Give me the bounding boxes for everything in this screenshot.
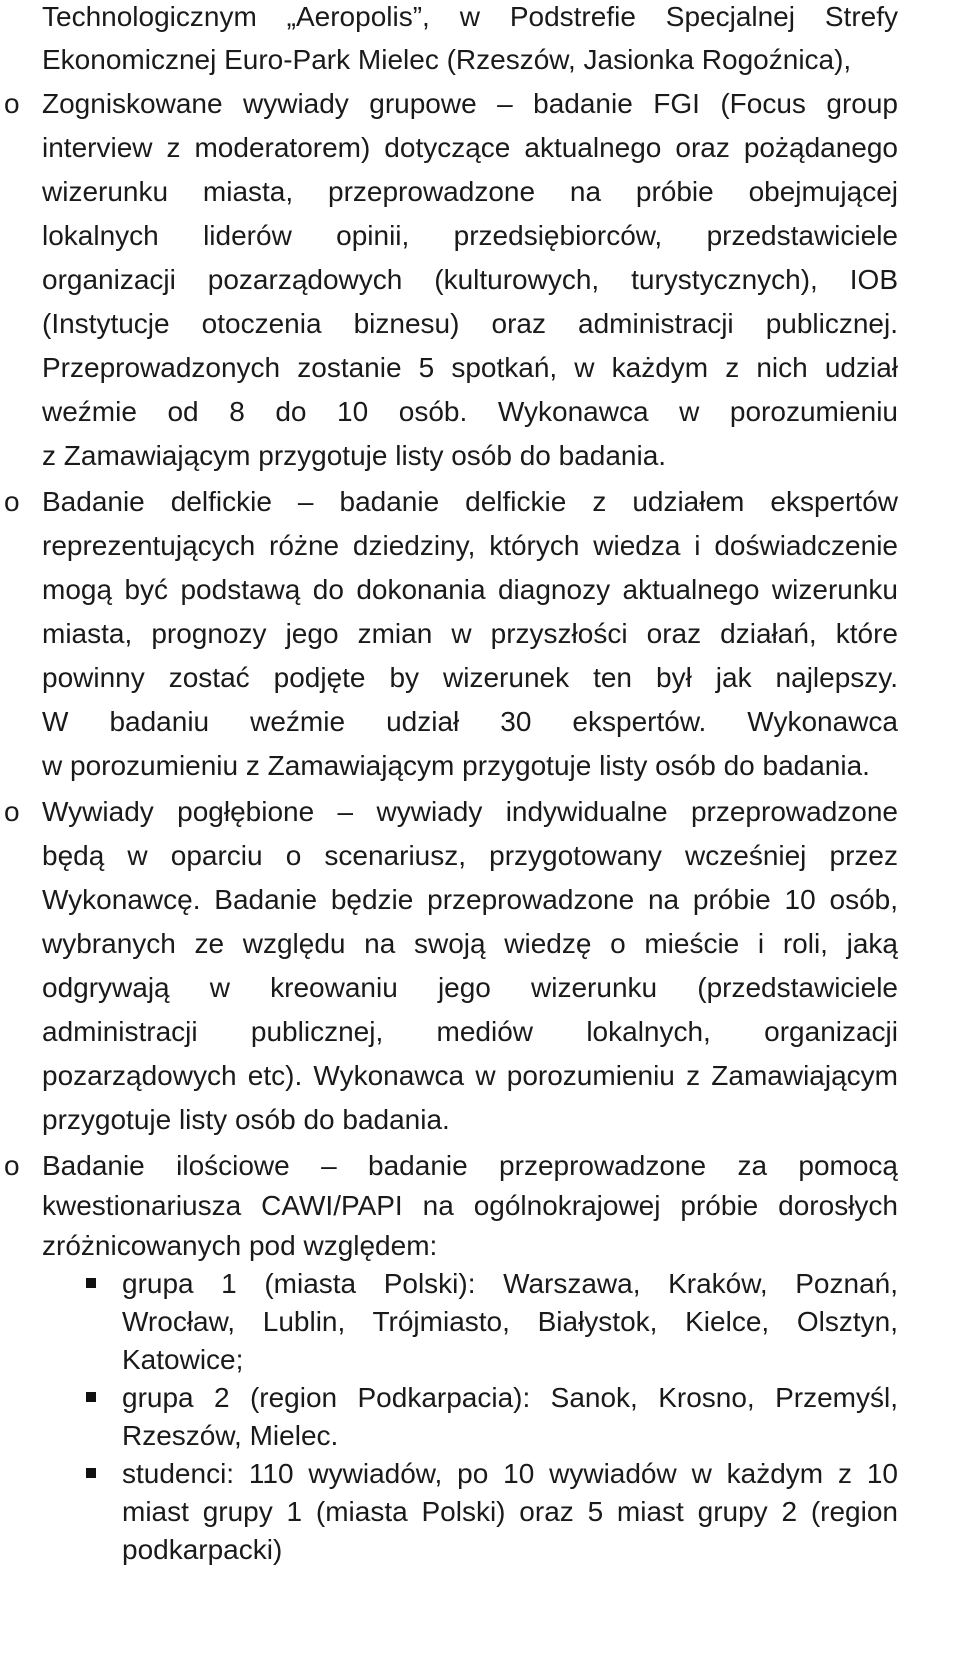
text-line: kwestionariusza CAWI/PAPI na ogólnokrajowej próbie dorosłych xyxy=(42,1190,898,1221)
text-line: wizerunku miasta, przeprowadzone na próbie obejmującej xyxy=(42,176,898,207)
text-line: Badanie ilościowe – badanie przeprowadzone za pomocą xyxy=(42,1150,898,1181)
text-line: miast grupy 1 (miasta Polski) oraz 5 miast grupy 2 (region xyxy=(122,1496,898,1527)
text-line: grupa 2 (region Podkarpacia): Sanok, Krosno, Przemyśl, xyxy=(122,1382,898,1413)
text-line: organizacji pozarządowych (kulturowych, turystycznych), IOB xyxy=(42,264,898,295)
list-bullet: o xyxy=(4,1150,20,1181)
text-line: Ekonomicznej Euro-Park Mielec (Rzeszów, Jasionka Rogoźnica), xyxy=(42,44,852,75)
square-bullet-icon xyxy=(86,1468,96,1478)
text-line: będą w oparciu o scenariusz, przygotowany wcześniej przez xyxy=(42,840,898,871)
text-line: przygotuje listy osób do badania. xyxy=(42,1104,450,1135)
text-line: (Instytucje otoczenia biznesu) oraz administracji publicznej. xyxy=(42,308,898,339)
text-line: odgrywają w kreowaniu jego wizerunku (przedstawiciele xyxy=(42,972,898,1003)
text-line: z Zamawiającym przygotuje listy osób do badania. xyxy=(42,440,667,471)
text-line: studenci: 110 wywiadów, po 10 wywiadów w każdym z 10 xyxy=(122,1458,898,1489)
text-line: Wrocław, Lublin, Trójmiasto, Białystok, Kielce, Olsztyn, xyxy=(122,1306,898,1337)
list-bullet: o xyxy=(4,88,20,119)
text-line: Wywiady pogłębione – wywiady indywidualne przeprowadzone xyxy=(42,796,898,827)
text-line: W badaniu weźmie udział 30 ekspertów. Wykonawca xyxy=(42,706,898,737)
text-line: wybranych ze względu na swoją wiedzę o mieście i roli, jaką xyxy=(42,928,898,959)
text-line: Rzeszów, Mielec. xyxy=(122,1420,339,1451)
text-line: Badanie delfickie – badanie delfickie z udziałem ekspertów xyxy=(42,486,898,517)
text-line: interview z moderatorem) dotyczące aktualnego oraz pożądanego xyxy=(42,132,898,163)
square-bullet-icon xyxy=(86,1278,96,1288)
text-line: pozarządowych etc). Wykonawca w porozumieniu z Zamawiającym xyxy=(42,1060,898,1091)
text-line: administracji publicznej, mediów lokalnych, organizacji xyxy=(42,1016,898,1047)
square-bullet-icon xyxy=(86,1392,96,1402)
text-line: powinny zostać podjęte by wizerunek ten był jak najlepszy. xyxy=(42,662,898,693)
list-bullet: o xyxy=(4,796,20,827)
text-line: lokalnych liderów opinii, przedsiębiorców, przedstawiciele xyxy=(42,220,898,251)
text-line: mogą być podstawą do dokonania diagnozy aktualnego wizerunku xyxy=(42,574,898,605)
text-line: Technologicznym „Aeropolis”, w Podstrefie Specjalnej Strefy xyxy=(42,1,898,32)
text-line: podkarpacki) xyxy=(122,1534,283,1565)
text-line: grupa 1 (miasta Polski): Warszawa, Kraków, Poznań, xyxy=(122,1268,898,1299)
text-line: Zogniskowane wywiady grupowe – badanie FGI (Focus group xyxy=(42,88,898,119)
text-line: w porozumieniu z Zamawiającym przygotuje listy osób do badania. xyxy=(42,750,870,781)
text-line: Wykonawcę. Badanie będzie przeprowadzone na próbie 10 osób, xyxy=(42,884,898,915)
text-line: zróżnicowanych pod względem: xyxy=(42,1230,438,1261)
text-line: weźmie od 8 do 10 osób. Wykonawca w porozumieniu xyxy=(42,396,898,427)
list-bullet: o xyxy=(4,486,20,517)
text-line: Katowice; xyxy=(122,1344,244,1375)
text-line: reprezentujących różne dziedziny, których wiedza i doświadczenie xyxy=(42,530,898,561)
text-line: miasta, prognozy jego zmian w przyszłości oraz działań, które xyxy=(42,618,898,649)
text-line: Przeprowadzonych zostanie 5 spotkań, w każdym z nich udział xyxy=(42,352,898,383)
